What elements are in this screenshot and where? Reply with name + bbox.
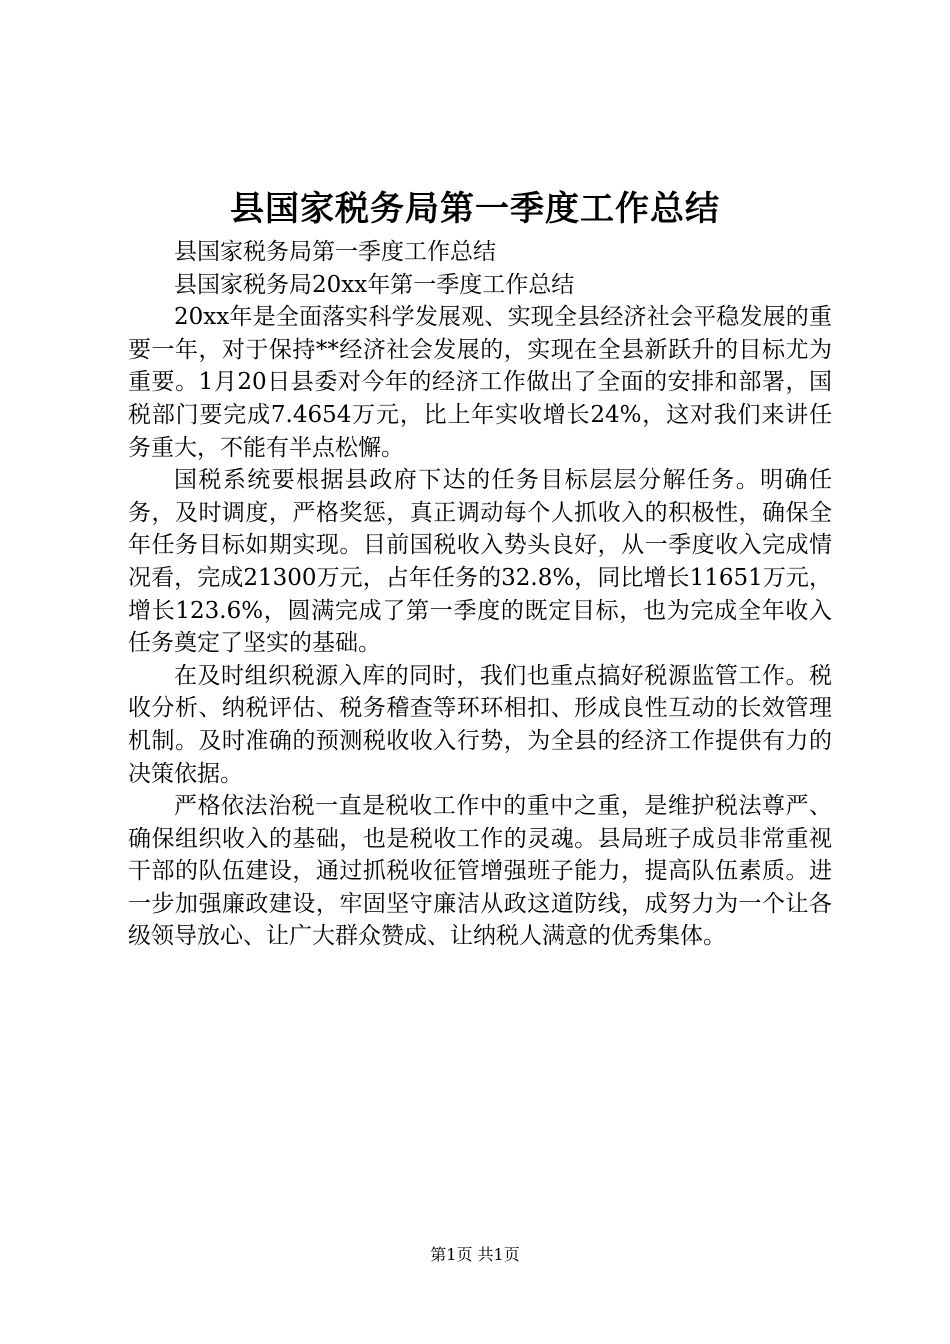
- paragraph-tasks: 国税系统要根据县政府下达的任务目标层层分解任务。明确任务，及时调度，严格奖惩，真正调动每个人抓收入的积极性，确保全年任务目标如期实现。目前国税收入势头良好，从一季度收入完成情况看，完成21300万元，占年任务的32.8%，同比增长11651万元，增长123.6%，圆满完成了第一季度的既定目标，也为完成全年收入任务奠定了坚实的基础。: [128, 467, 832, 657]
- paragraph-rule-of-law: 严格依法治税一直是税收工作中的重中之重，是维护税法尊严、确保组织收入的基础，也是税收工作的灵魂。县局班子成员非常重视干部的队伍建设，通过抓税收征管增强班子能力，提高队伍素质。进一步加强廉政建设，牢固坚守廉洁从政这道防线，成努力为一个让各级领导放心、让广大群众赞成、让纳税人满意的优秀集体。: [128, 793, 832, 950]
- paragraph-supervision: 在及时组织税源入库的同时，我们也重点搞好税源监管工作。税收分析、纳税评估、税务稽查等环环相扣、形成良性互动的长效管理机制。及时准确的预测税收收入行势，为全县的经济工作提供有力的决策依据。: [128, 662, 832, 787]
- paragraph-subtitle-1: 县国家税务局第一季度工作总结: [174, 239, 496, 265]
- paragraph-subtitle-2: 县国家税务局20xx年第一季度工作总结: [174, 271, 575, 298]
- paragraph-intro: 20xx年是全面落实科学发展观、实现全县经济社会平稳发展的重要一年，对于保持**经济社会发展的，实现在全县新跃升的目标尤为重要。1月20日县委对今年的经济工作做出了全面的安排和部署，国税部门要完成7.4654万元，比上年实收增长24%，这对我们来讲任务重大，不能有半点松懈。: [128, 304, 832, 461]
- page-footer: 第1页 共1页: [430, 1245, 520, 1264]
- document-title: 县国家税务局第一季度工作总结: [230, 189, 720, 229]
- document-body: [128, 236, 832, 953]
